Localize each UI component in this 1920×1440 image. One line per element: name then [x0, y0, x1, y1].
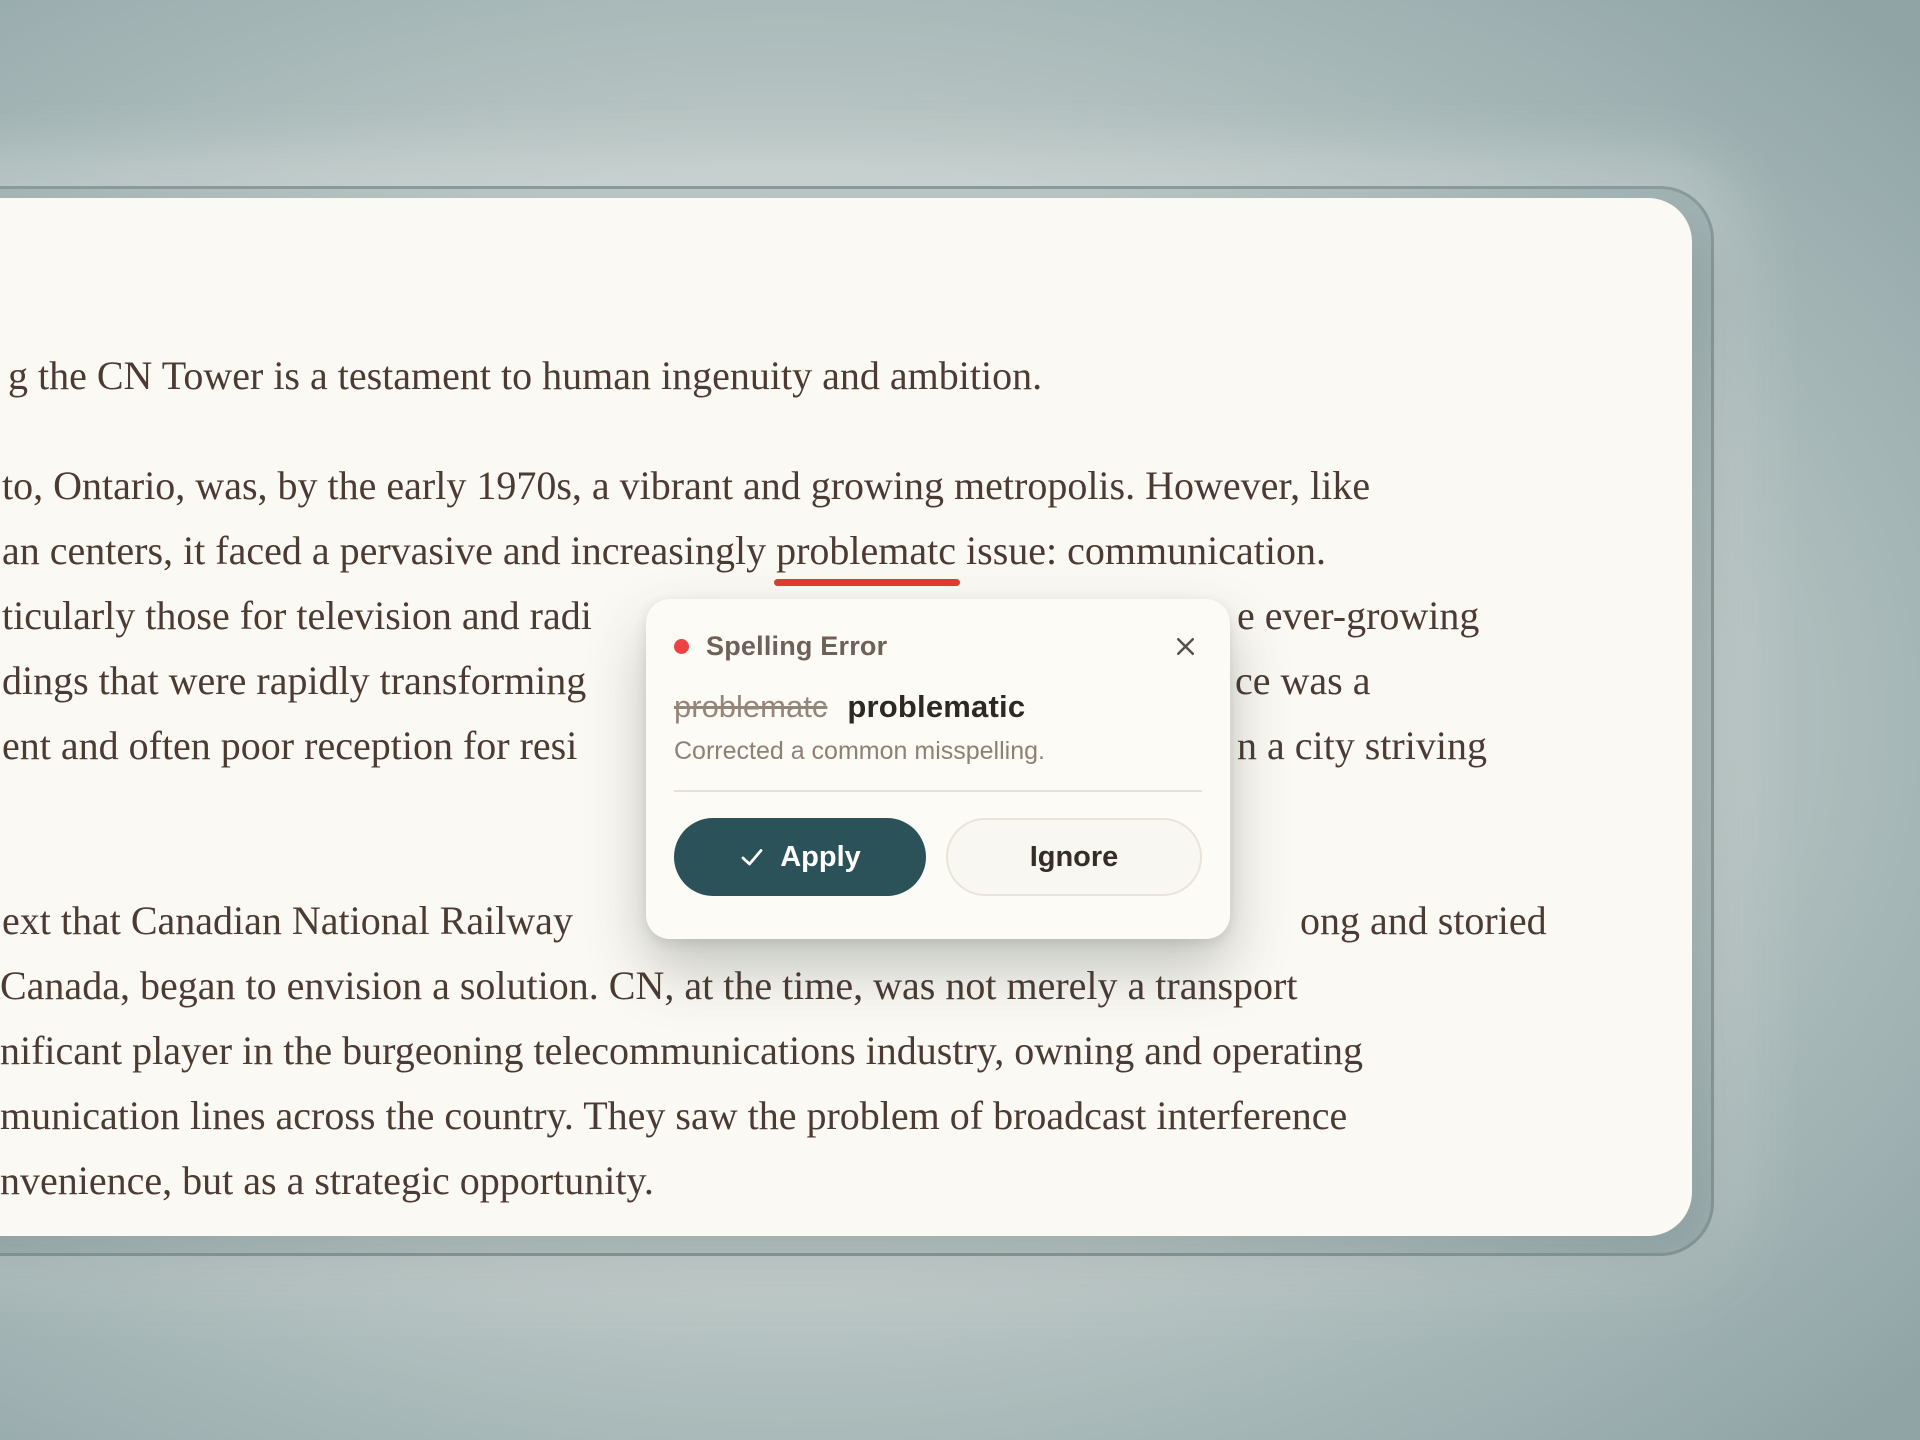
document-line-fragment[interactable] [1237, 592, 1479, 640]
document-line-fragment[interactable] [1235, 657, 1370, 705]
document-line[interactable] [0, 1157, 654, 1205]
apply-button-label: Apply [780, 840, 861, 873]
document-line[interactable] [2, 462, 1370, 510]
document-line-text: ent and often poor reception for resi [2, 723, 578, 768]
document-line-text: ext that Canadian National Railway [2, 898, 573, 943]
document-line-text: issue: communication. [956, 528, 1326, 573]
document-line[interactable] [2, 527, 1326, 575]
document-line[interactable] [0, 1027, 1363, 1075]
document-line[interactable] [0, 1092, 1347, 1140]
document-line[interactable] [8, 352, 1042, 400]
spelling-error-popup [646, 599, 1230, 939]
popup-divider [674, 790, 1202, 792]
document-line-text: nvenience, but as a strategic opportunity. [0, 1158, 654, 1203]
document-line-text: nificant player in the burgeoning telecommunications industry, owning and operating [0, 1028, 1364, 1073]
close-icon [1172, 633, 1199, 660]
suggested-word: problematic [847, 689, 1026, 724]
document-line[interactable] [2, 592, 592, 640]
document-line-text: g the CN Tower is a testament to human ingenuity and ambition. [8, 353, 1043, 398]
document-line-text: e ever-growing [1237, 593, 1480, 638]
ignore-button-label: Ignore [1029, 840, 1119, 873]
check-icon [739, 844, 765, 870]
correction-row [674, 689, 1202, 725]
document-line-text: ticularly those for television and radi [2, 593, 592, 638]
document-line-text: dings that were rapidly transforming [2, 658, 587, 703]
document-line-text: ce was a [1235, 658, 1371, 703]
document-line[interactable] [2, 897, 573, 945]
ignore-button[interactable] [946, 818, 1202, 896]
document-line[interactable] [2, 722, 577, 770]
error-dot-icon [674, 639, 689, 654]
document-line-text: Canada, began to envision a solution. CN, at the time, was not merely a transport [0, 963, 1298, 1008]
correction-description: Corrected a common misspelling. [674, 737, 1045, 765]
popup-actions [674, 818, 1202, 896]
document-line-text: munication lines across the country. They saw the problem of broadcast interference [0, 1093, 1348, 1138]
document-line[interactable] [2, 657, 586, 705]
document-line-fragment[interactable] [1300, 897, 1547, 945]
document-line-text: n a city striving [1237, 723, 1487, 768]
close-button[interactable] [1168, 629, 1202, 663]
popup-header [674, 629, 1202, 663]
document-line-fragment[interactable] [1237, 722, 1487, 770]
document-line-text: ong and storied [1300, 898, 1547, 943]
document-line[interactable] [0, 962, 1297, 1010]
misspelled-word[interactable]: problematc [776, 528, 957, 573]
document-line-text: to, Ontario, was, by the early 1970s, a vibrant and growing metropolis. However, like [2, 463, 1371, 508]
original-word: problematc [674, 689, 828, 724]
document-line-text: an centers, it faced a pervasive and increasingly [2, 528, 777, 573]
popup-title: Spelling Error [706, 630, 888, 661]
apply-button[interactable] [674, 818, 926, 896]
